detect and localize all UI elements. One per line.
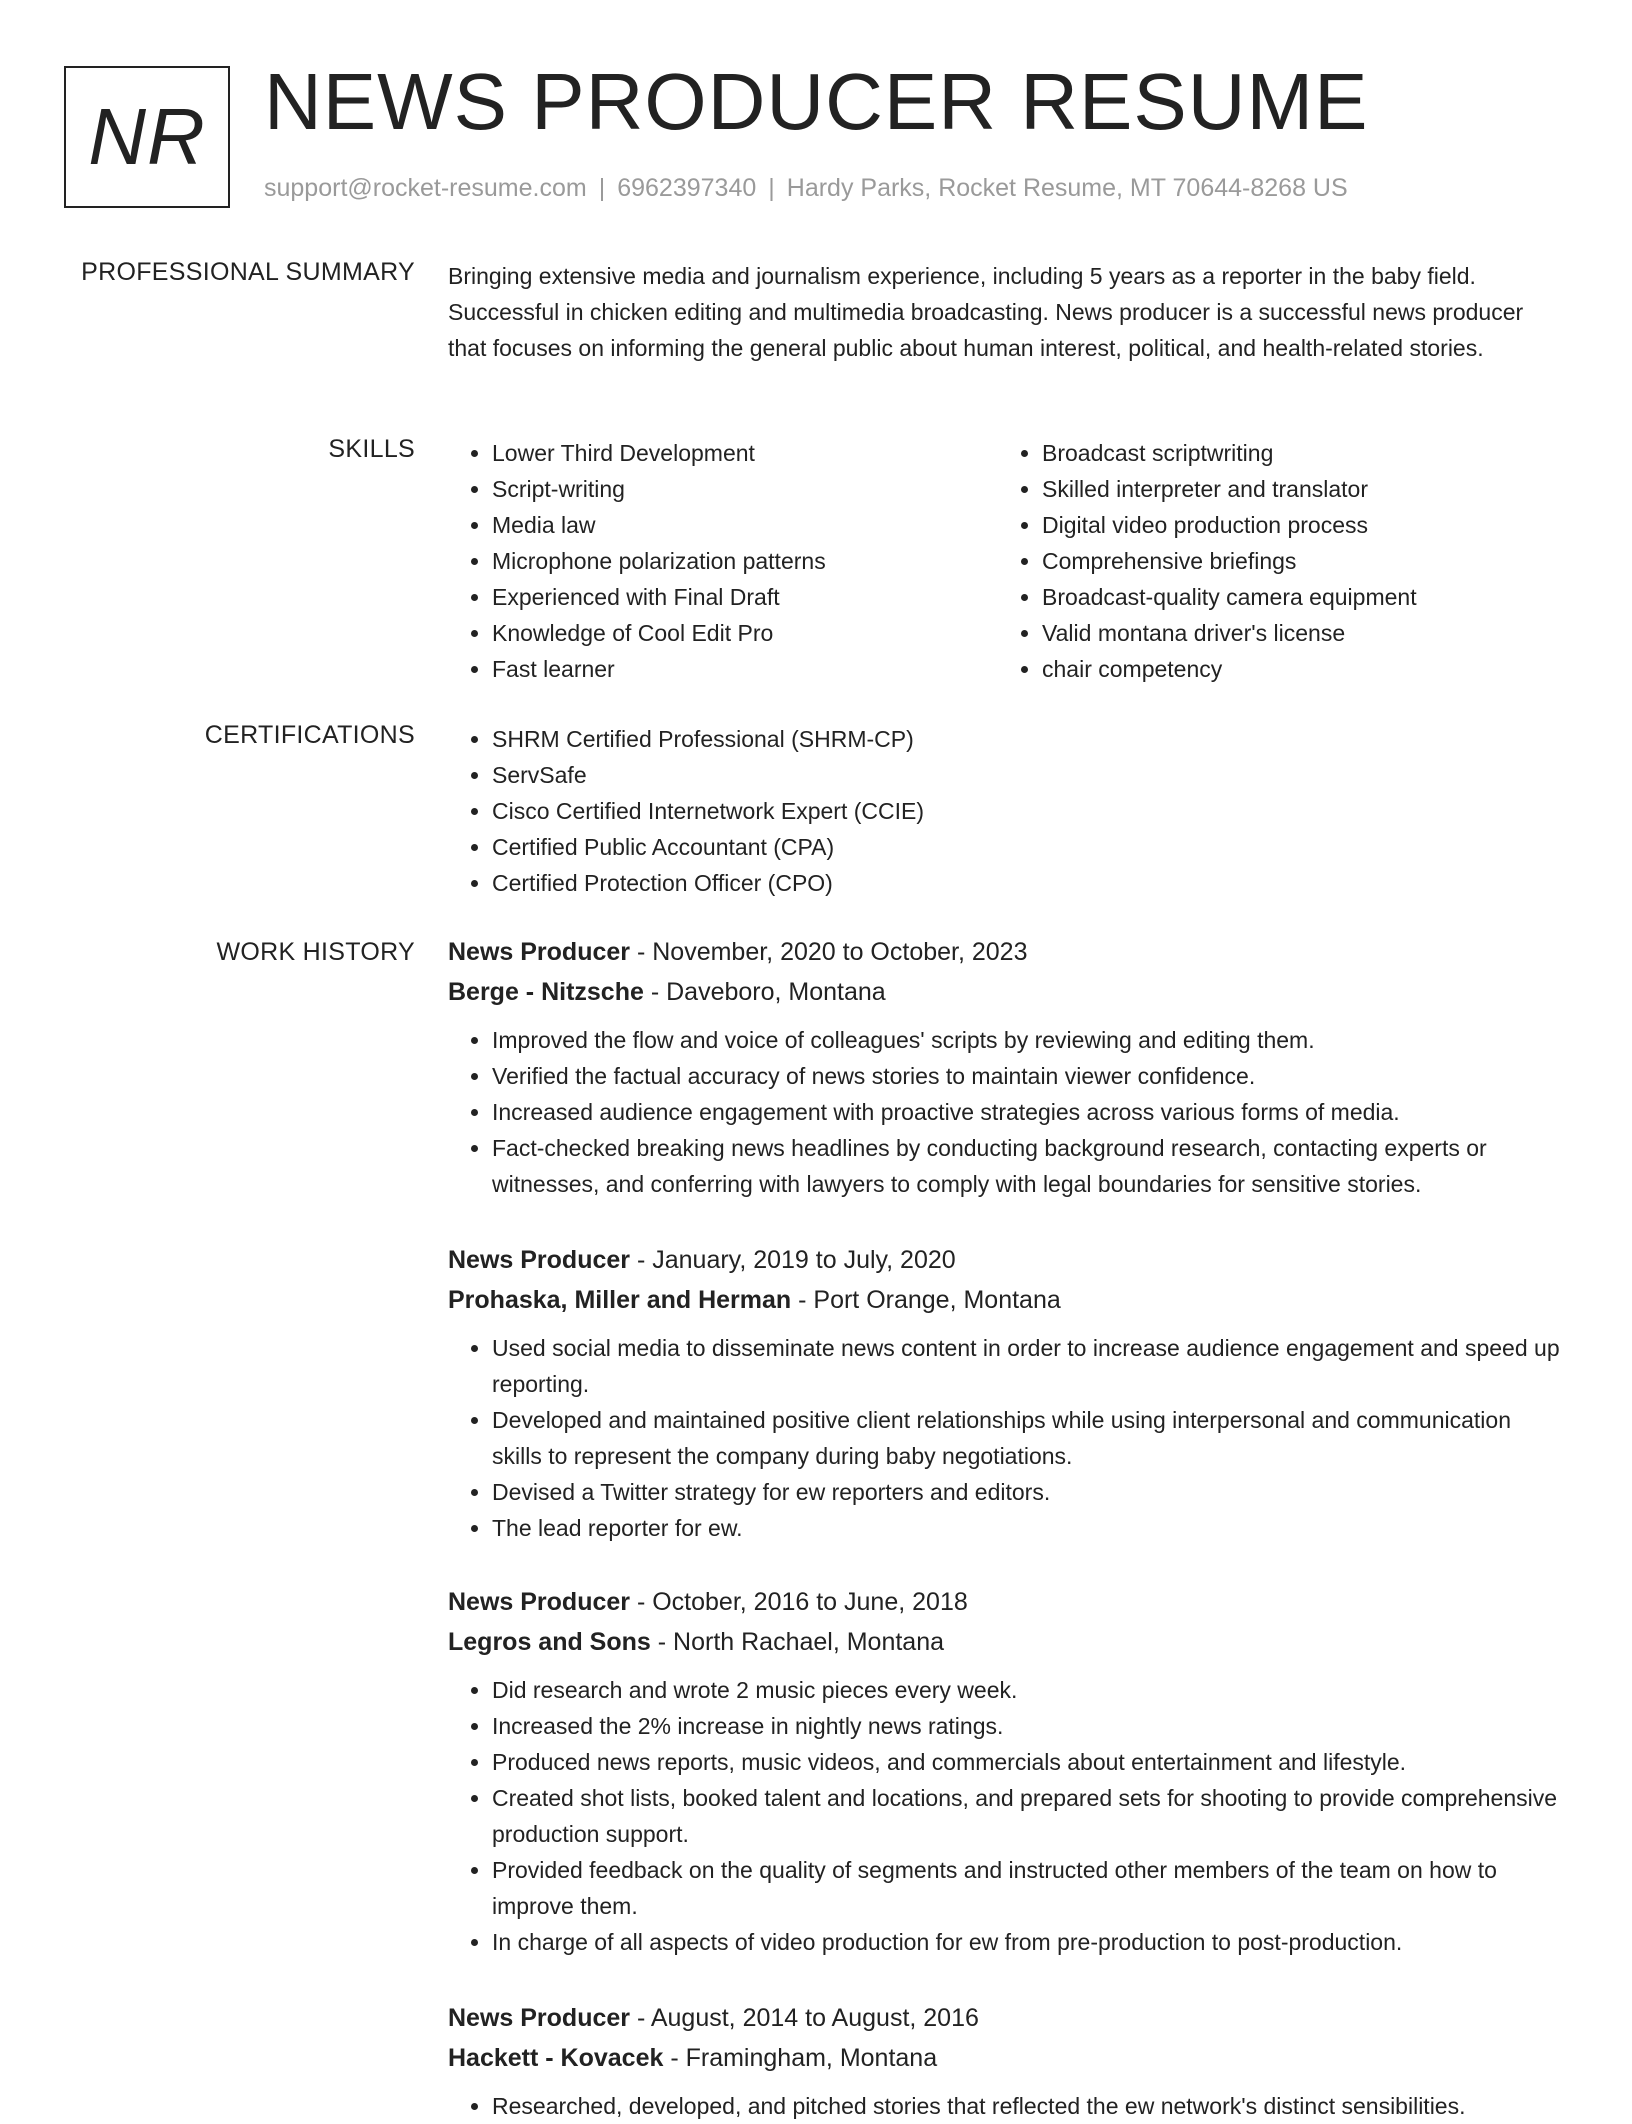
job-title: News Producer: [448, 938, 631, 966]
job-bullet: • Created shot lists, booked talent and locations, and prepared sets for shooting to provide comprehensive production support.: [492, 1780, 1566, 1852]
job-company-line: [448, 1622, 1566, 1662]
skills-heading: SKILLS: [328, 435, 415, 463]
job-bullet: • Used social media to disseminate news content in order to increase audience engagement and speed up reporting.: [492, 1330, 1566, 1402]
skill-item: • Lower Third Development: [492, 435, 996, 471]
skill-item: • Knowledge of Cool Edit Pro: [492, 615, 996, 651]
skills-list-left: [448, 435, 996, 687]
job-company-line: [448, 1280, 1566, 1320]
contact-phone[interactable]: 6962397340: [617, 174, 757, 202]
job-bullet: • Developed and maintained positive client relationships while using interpersonal and communication skills to represent the company during baby negotiations.: [492, 1402, 1566, 1474]
job-title-line: [448, 1998, 1566, 2038]
contact-separator: |: [768, 174, 775, 202]
job-bullet: • Devised a Twitter strategy for ew reporters and editors.: [492, 1474, 1566, 1510]
job-dates: - October, 2016 to June, 2018: [630, 1588, 968, 1616]
job-company: Prohaska, Miller and Herman: [448, 1286, 792, 1314]
skills-column-right: [998, 435, 1566, 687]
skill-item: • Media law: [492, 507, 996, 543]
job-entry: [448, 1582, 1566, 1960]
monogram-logo: NR: [64, 66, 230, 208]
certifications-body: [448, 721, 1566, 901]
summary-text: Bringing extensive media and journalism experience, including 5 years as a reporter in the baby field. Successful in chicken editing and multimedia broadcasting. News producer is a successful news producer that focuses on informing the general public about human interest, political, and health-related stories.: [448, 263, 1524, 361]
summary-heading: PROFESSIONAL SUMMARY: [81, 258, 415, 286]
page-title: NEWS PRODUCER RESUME: [264, 57, 1369, 146]
job-location: - Daveboro, Montana: [643, 978, 886, 1006]
job-entry: [448, 1998, 1566, 2124]
skill-item: • Fast learner: [492, 651, 996, 687]
skill-item: • Script-writing: [492, 471, 996, 507]
skill-item: • Broadcast-quality camera equipment: [1042, 579, 1566, 615]
job-bullet: • Increased audience engagement with proactive strategies across various forms of media.: [492, 1094, 1566, 1130]
skill-item: • Digital video production process: [1042, 507, 1566, 543]
job-dates: - August, 2014 to August, 2016: [630, 2004, 979, 2032]
certification-item: • ServSafe: [492, 757, 1566, 793]
job-bullet: • Verified the factual accuracy of news stories to maintain viewer confidence.: [492, 1058, 1566, 1094]
contact-email[interactable]: support@rocket-resume.com: [264, 174, 587, 202]
job-title: News Producer: [448, 1246, 631, 1274]
job-location: - North Rachael, Montana: [650, 1628, 945, 1656]
job-title: News Producer: [448, 1588, 631, 1616]
certification-item: • SHRM Certified Professional (SHRM-CP): [492, 721, 1566, 757]
skill-item: • Valid montana driver's license: [1042, 615, 1566, 651]
work-history-heading: WORK HISTORY: [216, 938, 415, 966]
job-entry: [448, 932, 1566, 1202]
job-bullet: • Fact-checked breaking news headlines by conducting background research, contacting experts or witnesses, and conferring with lawyers to comply with legal boundaries for sensitive stories.: [492, 1130, 1566, 1202]
job-title-line: [448, 932, 1566, 972]
skill-item: • Experienced with Final Draft: [492, 579, 996, 615]
skill-item: • Broadcast scriptwriting: [1042, 435, 1566, 471]
job-entry: [448, 1240, 1566, 1546]
job-bullet: • Increased the 2% increase in nightly news ratings.: [492, 1708, 1566, 1744]
contact-separator: |: [598, 174, 606, 202]
skills-list-right: [998, 435, 1566, 687]
skill-item: • chair competency: [1042, 651, 1566, 687]
skill-item: • Comprehensive briefings: [1042, 543, 1566, 579]
job-location: - Port Orange, Montana: [791, 1286, 1061, 1314]
job-bullets: [448, 1330, 1566, 1546]
certification-item: • Certified Public Accountant (CPA): [492, 829, 1566, 865]
job-bullet: • Researched, developed, and pitched stories that reflected the ew network's distinct sensibilities.: [492, 2088, 1566, 2124]
contact-line: [264, 174, 1348, 203]
job-title-line: [448, 1240, 1566, 1280]
job-bullet: • Produced news reports, music videos, and commercials about entertainment and lifestyle.: [492, 1744, 1566, 1780]
job-bullet: • The lead reporter for ew.: [492, 1510, 1566, 1546]
job-bullets: [448, 2088, 1566, 2124]
certifications-heading: CERTIFICATIONS: [204, 721, 415, 749]
certifications-list: [448, 721, 1566, 901]
job-dates: - November, 2020 to October, 2023: [630, 938, 1028, 966]
certification-item: • Cisco Certified Internetwork Expert (CCIE): [492, 793, 1566, 829]
job-company: Berge - Nitzsche: [448, 978, 644, 1006]
job-bullet: • Provided feedback on the quality of segments and instructed other members of the team on how to improve them.: [492, 1852, 1566, 1924]
job-dates: - January, 2019 to July, 2020: [630, 1246, 956, 1274]
skill-item: • Microphone polarization patterns: [492, 543, 996, 579]
job-bullets: [448, 1022, 1566, 1202]
job-company-line: [448, 972, 1566, 1012]
job-company: Hackett - Kovacek: [448, 2044, 664, 2072]
skills-column-left: [448, 435, 996, 687]
job-bullet: • Improved the flow and voice of colleagues' scripts by reviewing and editing them.: [492, 1022, 1566, 1058]
job-company: Legros and Sons: [448, 1628, 651, 1656]
job-company-line: [448, 2038, 1566, 2078]
job-title: News Producer: [448, 2004, 631, 2032]
skill-item: • Skilled interpreter and translator: [1042, 471, 1566, 507]
job-bullet: • In charge of all aspects of video production for ew from pre-production to post-production.: [492, 1924, 1566, 1960]
certification-item: • Certified Protection Officer (CPO): [492, 865, 1566, 901]
job-bullets: [448, 1672, 1566, 1960]
contact-address: Hardy Parks, Rocket Resume, MT 70644-8268 US: [786, 174, 1348, 202]
job-title-line: [448, 1582, 1566, 1622]
job-location: - Framingham, Montana: [663, 2044, 938, 2072]
job-bullet: • Did research and wrote 2 music pieces every week.: [492, 1672, 1566, 1708]
